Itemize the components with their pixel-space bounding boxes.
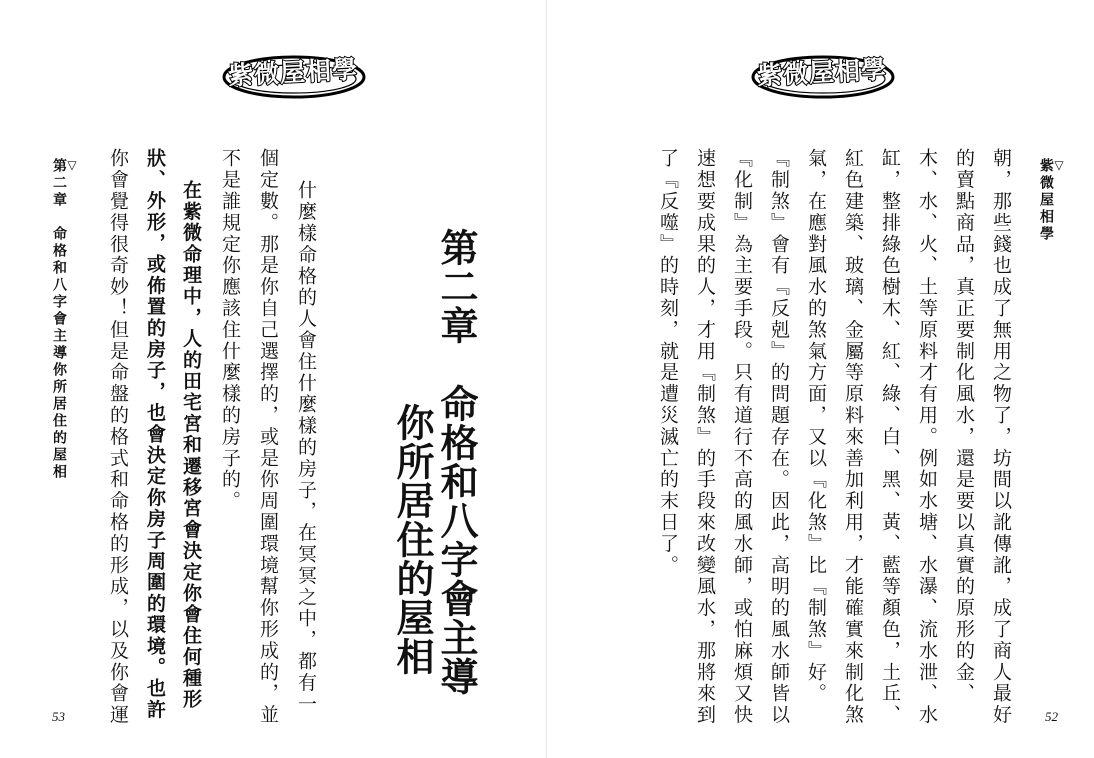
- triangle-marker-icon: ▽: [1052, 158, 1066, 175]
- logo: [747, 44, 897, 100]
- text-line: 了『反噬』的時刻，就是遭災滅亡的末日了。: [657, 148, 679, 576]
- text-line: 朝，那些錢也成了無用之物了，坊間以訛傳訛，成了商人最好: [990, 148, 1012, 726]
- text-line: 你會覺得很奇妙！但是命盤的格式和命格的形成，以及你會運: [107, 148, 129, 726]
- chapter-title-line: 第二章 命格和八字會主導: [434, 228, 479, 696]
- text-line: 紅色建築、玻璃、金屬等原料來善加利用，才能確實來制化煞: [842, 148, 864, 726]
- text-line: 個定數。那是你自己選擇的，或是你周圍環境幫你形成的，並: [257, 148, 279, 726]
- right-page: [547, 0, 1094, 758]
- logo: [218, 44, 368, 100]
- running-header: [1039, 158, 1065, 243]
- text-line: 氣，在應對風水的煞氣方面，又以『化煞』比『制煞』好。: [805, 148, 827, 705]
- text-line: 缸，整排綠色樹木、紅、綠、白、黑、黃、藍等顏色，土丘、: [879, 148, 901, 726]
- text-line: 木、水、火、土等原料才有用。例如水塘、水瀑、流水泄、水: [916, 148, 938, 726]
- text-line: 的賣點商品，真正要制化風水，還是要以真實的原形的金、: [953, 148, 975, 705]
- text-line: 『制煞』會有『反剋』的問題存在。因此，高明的風水師皆以: [768, 148, 790, 726]
- logo-text: 紫微屋相學: [756, 54, 888, 91]
- running-header: [52, 158, 78, 481]
- text-line: 不是誰規定你應該住什麼樣的房子的。: [219, 148, 241, 512]
- chapter-title-line: 你所居住的屋相: [390, 403, 435, 676]
- page-number: 52: [1045, 709, 1058, 724]
- running-header-text: 第二章 命格和八字會主導你所居住的屋相: [51, 158, 67, 481]
- bold-text-line: 狀、外形，或佈置的房子，也會決定你房子周圍的環境。也許: [144, 148, 166, 721]
- text-line: 什麼樣命格的人會住什麼樣的房子，在冥冥之中，都有一: [295, 180, 317, 715]
- running-header-text: 紫微屋相學: [1038, 158, 1054, 243]
- text-line: 『化制』為主要手段。只有道行不高的風水師，或怕麻煩又快: [731, 148, 753, 726]
- logo-text: 紫微屋相學: [227, 54, 359, 91]
- page-number: 53: [52, 709, 65, 724]
- triangle-marker-icon: ▽: [65, 158, 79, 175]
- bold-text-line: 在紫微命理中，人的田宅宮和遷移宮會決定你會住何種形: [180, 180, 202, 710]
- text-line: 速想要成果的人，才用『制煞』的手段來改變風水，那將來到: [694, 148, 716, 726]
